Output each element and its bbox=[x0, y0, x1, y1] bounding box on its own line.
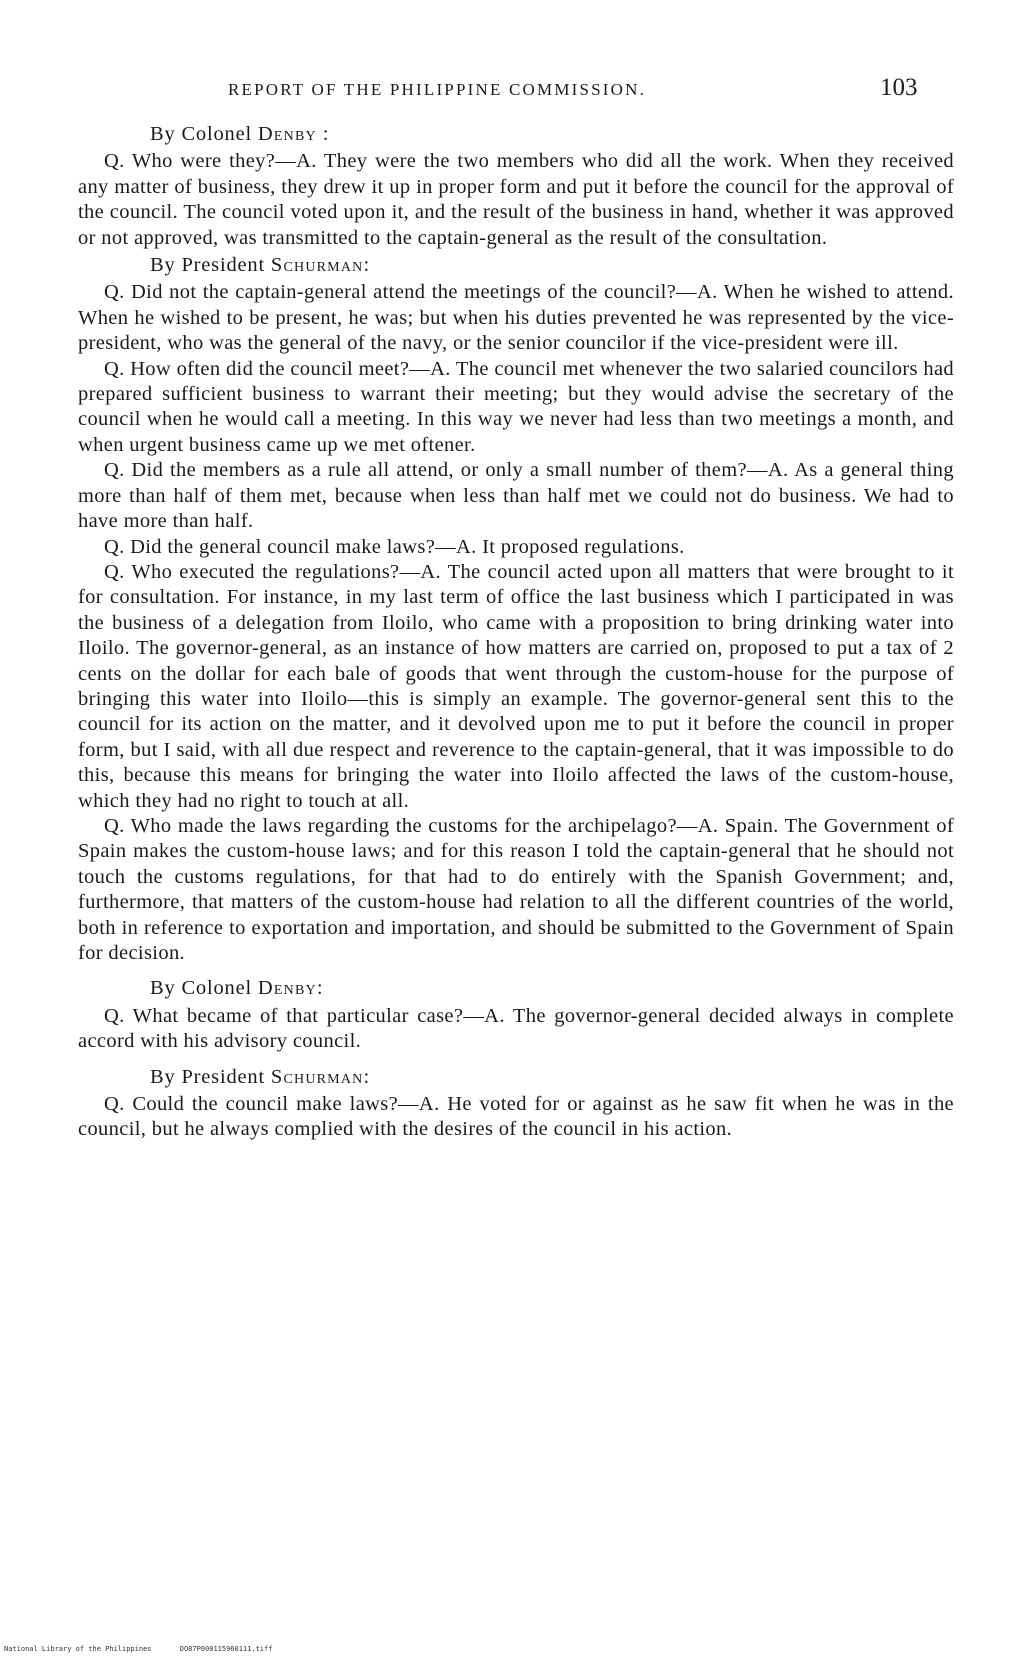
qa-paragraph: Q. Who executed the regulations?—A. The council acted upon all matters that were brought to it for consultation. For instance, in my last term of office the last business which I participated in was the business of a delegation from Iloilo, who came with a proposition to bring drinking water into Iloilo. The governor-general, as an instance of how matters are carried on, proposed to put a tax of 2 cents on the dollar for each bale of goods that went through the custom-house for the purpose of bringing this water into Iloilo—this is simply an example. The governor-general sent this to the council for its action on the matter, and it devolved upon me to put it before the council in proper form, but I said, with all due respect and reverence to the captain-general, that it was impossible to do this, because this means for bringing the water into Iloilo affected the laws of the custom-house, which they had no right to touch at all. bbox=[78, 560, 954, 812]
qa-paragraph: Q. Did not the captain-general attend the meetings of the council?—A. When he wished to attend. When he wished to be present, he was; but when his duties prevented he was represented by the vice-president, who was the general of the navy, or the senior councilor if the vice-president were ill. bbox=[78, 281, 954, 355]
qa-paragraph: Q. How often did the council meet?—A. The council met whenever the two salaried councilors had prepared sufficient business to warrant their meeting; but they would advise the secretary of the council when he would call a meeting. In this way we never had less than two meetings a month, and when urgent business came up we met oftener. bbox=[78, 357, 954, 456]
qa-paragraph: Q. Could the council make laws?—A. He voted for or against as he saw fit when he was in the council, but he always complied with the desires of the council in his action. bbox=[78, 1093, 954, 1141]
speaker-heading bbox=[150, 1065, 954, 1090]
library-credit: National Library of the Philippines bbox=[4, 1645, 152, 1653]
qa-paragraph: Q. Who were they?—A. They were the two members who did all the work. When they received any matter of business, they drew it up in proper form and put it before the council for the approval of the council. The council voted upon it, and the result of the business in hand, whether it was approved or not approved, was transmitted to the captain-general as the result of the consultation. bbox=[78, 150, 954, 249]
qa-paragraph: Q. Who made the laws regarding the customs for the archipelago?—A. Spain. The Government of Spain makes the custom-house laws; and for this reason I told the captain-general that he should not touch the customs regulations, for that had to do entirely with the Spanish Government; and, furthermore, that matters of the custom-house had relation to all the different countries of the world, both in reference to exportation and importation, and should be submitted to the Government of Spain for decision. bbox=[78, 814, 954, 964]
scan-footer bbox=[4, 1645, 296, 1653]
speaker-heading bbox=[150, 253, 954, 278]
page-number: 103 bbox=[880, 74, 918, 101]
document-body bbox=[78, 120, 954, 1143]
qa-paragraph: Q. Did the general council make laws?—A. It proposed regulations. bbox=[104, 535, 685, 558]
speaker-heading bbox=[150, 122, 954, 147]
file-identifier: DO87P000115960111.tiff bbox=[179, 1645, 273, 1653]
speaker-suffix: : bbox=[316, 123, 330, 145]
speaker-name: Schurman bbox=[270, 254, 364, 277]
spacer bbox=[78, 966, 954, 974]
speaker-name: Denby bbox=[257, 123, 317, 145]
running-title: REPORT OF THE PHILIPPINE COMMISSION. bbox=[228, 80, 647, 99]
speaker-heading bbox=[150, 976, 954, 1001]
speaker-name: Schurman bbox=[270, 1065, 364, 1088]
speaker-prefix: By Colonel bbox=[150, 977, 258, 1000]
speaker-suffix: : bbox=[363, 254, 370, 277]
speaker-prefix: By President bbox=[150, 1065, 271, 1088]
speaker-prefix: By President bbox=[150, 254, 271, 277]
spacer bbox=[78, 1055, 954, 1063]
speaker-name: Denby bbox=[257, 977, 317, 1000]
qa-paragraph: Q. Did the members as a rule all attend, or only a small number of them?—A. As a general thing more than half of them met, because when less than half met we could not do business. We had to have more than half. bbox=[78, 459, 954, 533]
speaker-prefix: By Colonel bbox=[150, 123, 258, 145]
speaker-suffix: : bbox=[363, 1065, 370, 1088]
qa-paragraph: Q. What became of that particular case?—A. The governor-general decided always in complete accord with his advisory council. bbox=[78, 1004, 954, 1053]
speaker-suffix: : bbox=[316, 977, 324, 1000]
